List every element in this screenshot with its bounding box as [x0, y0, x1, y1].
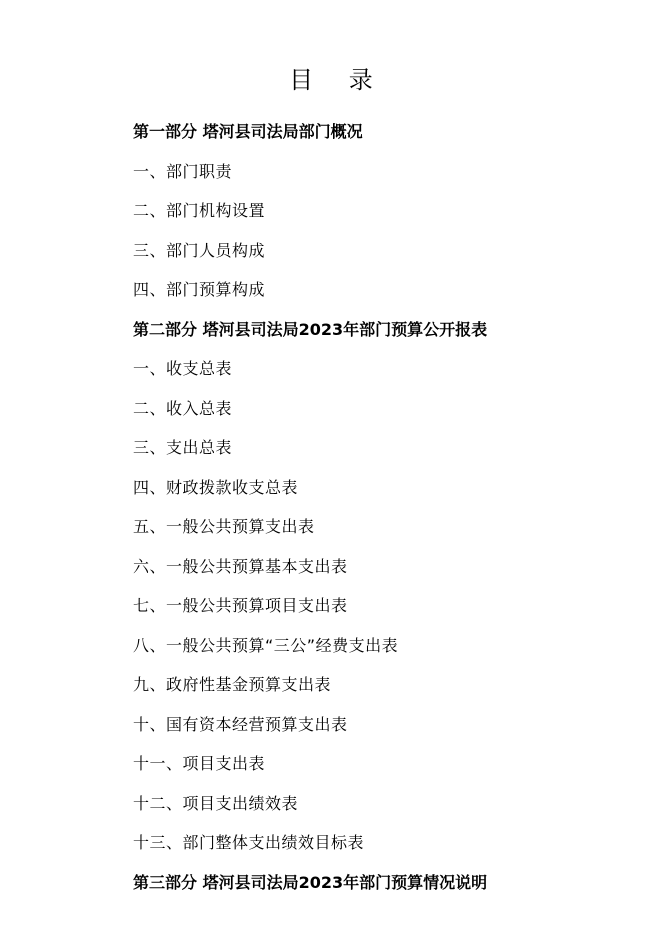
toc-item: 八、一般公共预算“三公”经费支出表	[133, 635, 399, 655]
toc-item: 二、收入总表	[133, 398, 233, 418]
toc-item: 一、部门职责	[133, 161, 233, 181]
toc-part-3: 第三部分 塔河县司法局2023年部门预算情况说明	[133, 872, 488, 892]
toc-item: 三、部门人员构成	[133, 240, 266, 260]
toc-part-2: 第二部分 塔河县司法局2023年部门预算公开报表	[133, 319, 488, 339]
toc-item: 四、部门预算构成	[133, 280, 266, 299]
toc-item: 七、一般公共预算项目支出表	[133, 596, 348, 615]
toc-item: 十二、项目支出绩效表	[133, 793, 299, 813]
page-title: 目 录	[289, 66, 387, 94]
toc-item: 五、一般公共预算支出表	[133, 517, 315, 536]
toc-item: 十三、部门整体支出绩效目标表	[133, 833, 365, 852]
toc-item: 四、财政拨款收支总表	[133, 477, 299, 497]
toc-item: 三、支出总表	[133, 438, 233, 457]
toc-item: 一、收支总表	[133, 359, 233, 378]
toc-item: 十一、项目支出表	[133, 754, 266, 773]
toc-item: 二、部门机构设置	[133, 201, 266, 220]
toc-item: 六、一般公共预算基本支出表	[133, 556, 348, 576]
toc-item: 十、国有资本经营预算支出表	[133, 714, 348, 734]
toc-part-1: 第一部分 塔河县司法局部门概况	[133, 122, 363, 141]
toc-item: 九、政府性基金预算支出表	[133, 675, 332, 694]
table-of-contents	[133, 118, 613, 908]
